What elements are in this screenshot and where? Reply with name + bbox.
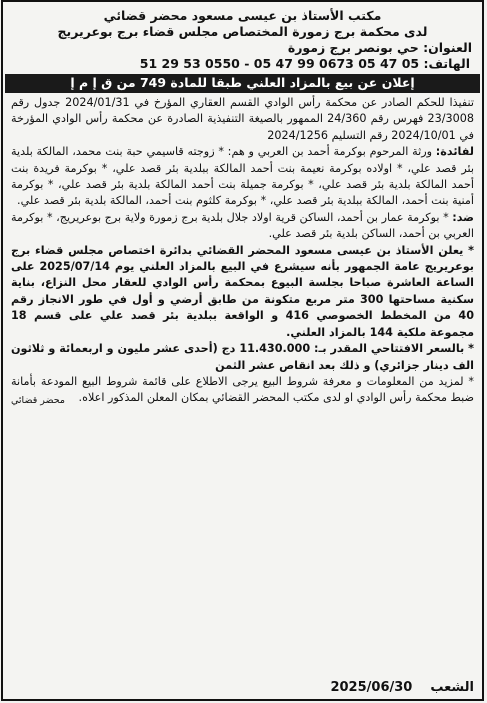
beneficiary-text: ورثة المرحوم بوكرمة أحمد بن العربي و هم: * زوجته قاسيمي حبة بنت محمد، المالكة بلدية بئر قصد علي، * اولاده بوكرمة نعيمة بنت أحمد المالكة ببلدية بئر قصد علي، * بوكرمة فريدة بنت أحمد المالكة بلدية بئر قصد علي، * بوكرمة جميلة بنت أحمد المالكة بلدية بئر قصد علي، * بوكرمة أمنية بنت أحمد، المالكة ببلدية بئر قصد علي، * بوكرمة كلثوم بنت أحمد، المالكة بلدية بئر قصد علي.	[11, 145, 474, 208]
court-line: لدى محكمة برج زمورة المختصاص مجلس قضاء برج بوعريريج	[57, 24, 428, 39]
address-line: العنوان: حي بونصر برج زمورة	[287, 40, 472, 55]
signature-label: محضر قضائي	[11, 394, 65, 406]
against-text: * بوكرمة عمار بن أحمد، الساكن قرية اولاد جلال بلدية برج زمورة ولاية برج بوعريريج، * بوكرمة العربي بن أحمد، الساكن بلدية بئر قصد علي.	[11, 210, 474, 241]
newspaper-name: الشعب	[430, 680, 474, 695]
office-header	[11, 8, 474, 72]
publication-date: 2025/06/30	[330, 680, 413, 695]
phone-line: الهاتف: 05 47 05 0673 99 47 05 - 0550 53 29 51	[139, 56, 470, 71]
info-paragraph: * لمزيد من المعلومات و معرفة شروط البيع يرجى الاطلاع على قائمة شروط البيع المودعة بأمانة ضبط محكمة رأس الوادي او لدى مكتب المحضر القضائي بمكان المعلن المذكور اعلاه.	[11, 374, 474, 405]
beneficiary-paragraph	[11, 144, 474, 210]
announcement-frame	[1, 0, 484, 701]
price-paragraph: * بالسعر الافتتاحي المقدر بـ: 11.430.000 دج (أحدى عشر مليون و اربعمائة و ثلاثون الف دينار جزائري) و ذلك بعد انقاص عشر الثمن	[11, 342, 474, 372]
beneficiary-label: لفائدة:	[435, 145, 474, 159]
office-name: مكتب الأستاذ بن عيسى مسعود محضر قضائي	[103, 8, 382, 23]
sale-banner: إعلان عن بيع بالمزاد العلني طبقا للمادة 749 من ق إ م إ	[5, 74, 480, 93]
announcement-paragraph: * يعلن الأستاذ بن عيسى مسعود المحضر القضائي بدائرة اختصاص مجلس قضاء برج بوعريريج عامة الجمهور بأنه سيشرع في البيع بالمزاد العلني يوم 2025/07/14 على الساعة العاشرة صباحا بجلسة البيوع بمحكمة رأس الوادي للعقار محل النزاع، بناية سكنية مساحتها 300 متر مربع متكونة من طابق أرضي و أول في طور الانجاز رقم 40 من المخطط الخصوصي 416 و الواقعة ببلدية بئر قصد علي على قسم 18 مجموعة ملكية 144 بالمزاد العلني.	[11, 243, 474, 339]
intro-paragraph: تنفيذا للحكم الصادر عن محكمة رأس الوادي القسم العقاري المؤرخ في 2024/01/31 جدول رقم 23/3008 فهرس رقم 24/360 الممهور بالصيغة التنفيذية الصادرة عن محكمة رأس الوادي المؤرخة في 2024/10/01 رقم التسليم 2024/1256	[11, 96, 474, 142]
publication-footer	[11, 680, 474, 695]
announcement-body	[11, 95, 474, 409]
announcement-page	[3, 2, 482, 409]
against-paragraph	[11, 210, 474, 243]
against-label: ضد:	[452, 210, 474, 224]
